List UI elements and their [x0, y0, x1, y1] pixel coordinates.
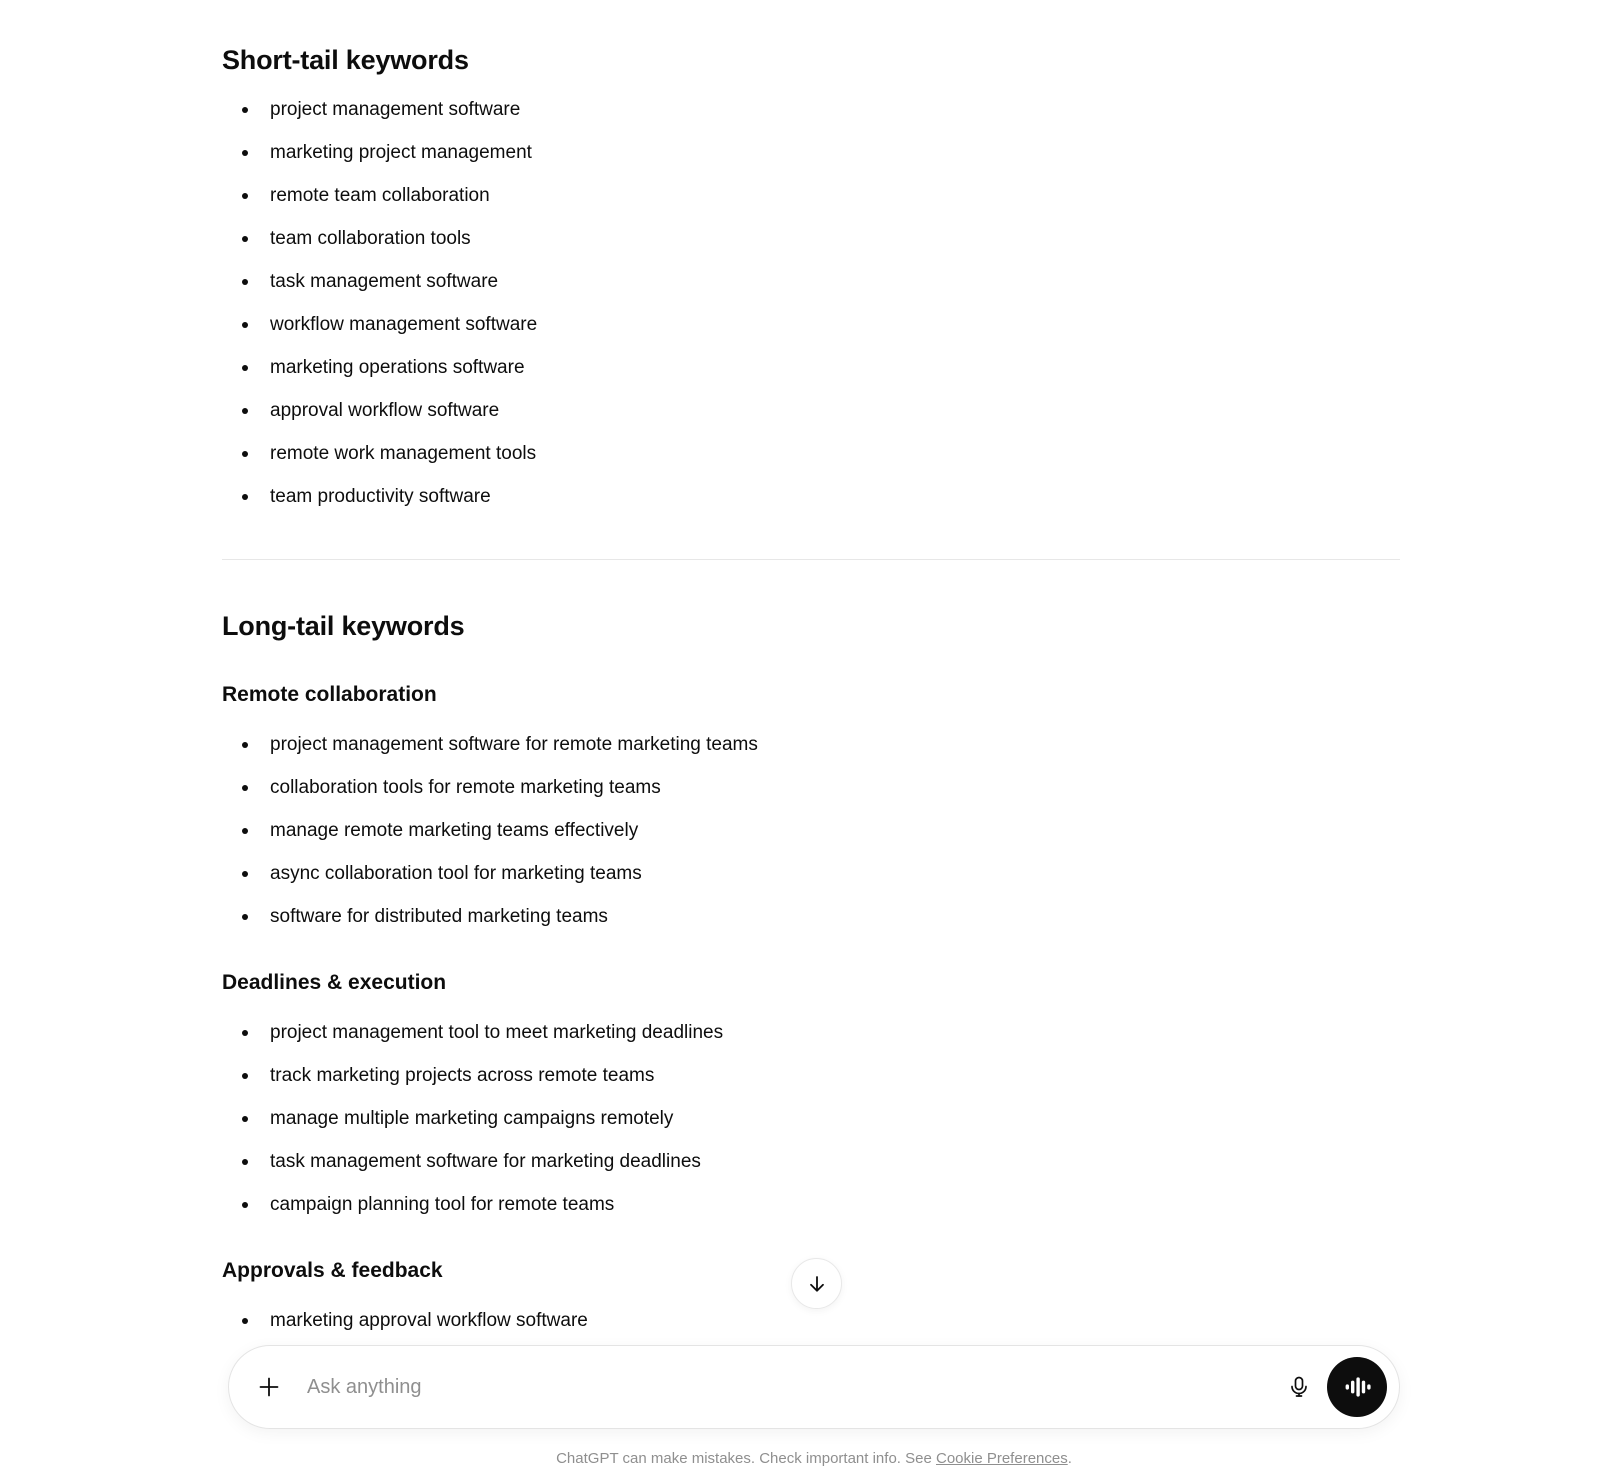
keyword-text: task management software [270, 271, 499, 292]
voice-mode-button[interactable] [1327, 1357, 1387, 1417]
subheading-deadlines-execution: Deadlines & execution [222, 971, 447, 994]
bullet-dot [242, 193, 248, 199]
bullet-dot [242, 871, 248, 877]
disclaimer-text: ChatGPT can make mistakes. Check important info. See [556, 1450, 936, 1467]
keyword-text: campaign planning tool for remote teams [270, 1194, 615, 1215]
list-item [270, 354, 1400, 382]
list-item [270, 1148, 1400, 1176]
attach-button[interactable] [247, 1365, 291, 1409]
keyword-text: marketing project management [270, 142, 532, 163]
keyword-text: team productivity software [270, 486, 491, 507]
section-heading-long-tail: Long-tail keywords [222, 611, 465, 641]
bullet-dot [242, 1202, 248, 1208]
list-item [270, 731, 1400, 759]
bullet-dot [242, 742, 248, 748]
bullet-dot [242, 1318, 248, 1324]
section-heading-short-tail: Short-tail keywords [222, 45, 469, 75]
list-item [270, 483, 1400, 511]
dictate-button[interactable] [1277, 1365, 1321, 1409]
bullet-dot [242, 1073, 248, 1079]
keyword-text: remote team collaboration [270, 185, 490, 206]
list-item [270, 397, 1400, 425]
bullet-dot [242, 236, 248, 242]
keyword-text: project management tool to meet marketing deadlines [270, 1022, 724, 1043]
plus-icon [255, 1373, 283, 1401]
list-item [270, 903, 1400, 931]
bullet-dot [242, 494, 248, 500]
bullet-dot [242, 1030, 248, 1036]
keyword-text: manage remote marketing teams effectively [270, 820, 639, 841]
keyword-text: async collaboration tool for marketing teams [270, 863, 642, 884]
keyword-text: task management software for marketing deadlines [270, 1151, 701, 1172]
list-item [270, 225, 1400, 253]
list-item [270, 311, 1400, 339]
bullet-dot [242, 107, 248, 113]
list-item [270, 817, 1400, 845]
keyword-text: marketing operations software [270, 357, 525, 378]
approvals-feedback-keyword-list [222, 1307, 1400, 1335]
keyword-text: collaboration tools for remote marketing teams [270, 777, 661, 798]
list-item [270, 1019, 1400, 1047]
bullet-dot [242, 1159, 248, 1165]
disclaimer [228, 1448, 1400, 1469]
composer [228, 1345, 1400, 1429]
list-item [270, 774, 1400, 802]
section-divider [222, 559, 1400, 560]
message-input[interactable] [307, 1376, 1277, 1399]
bullet-dot [242, 150, 248, 156]
keyword-text: approval workflow software [270, 400, 500, 421]
keyword-text: marketing approval workflow software [270, 1310, 588, 1331]
bullet-dot [242, 914, 248, 920]
list-item [270, 1307, 1400, 1335]
keyword-text: track marketing projects across remote teams [270, 1065, 655, 1086]
arrow-down-icon [805, 1272, 829, 1296]
bullet-dot [242, 1116, 248, 1122]
list-item [270, 182, 1400, 210]
list-item [270, 440, 1400, 468]
cookie-preferences-link[interactable]: Cookie Preferences [935, 1450, 1068, 1467]
bullet-dot [242, 785, 248, 791]
short-tail-keyword-list [222, 96, 1400, 511]
voice-waveform-icon [1343, 1373, 1371, 1401]
keyword-text: team collaboration tools [270, 228, 471, 249]
keyword-text: workflow management software [270, 314, 538, 335]
microphone-icon [1286, 1374, 1312, 1400]
bullet-dot [242, 451, 248, 457]
list-item [270, 268, 1400, 296]
list-item [270, 860, 1400, 888]
bullet-dot [242, 408, 248, 414]
subheading-remote-collaboration: Remote collaboration [222, 683, 437, 706]
list-item [270, 96, 1400, 124]
list-item [270, 1191, 1400, 1219]
list-item [270, 1062, 1400, 1090]
keyword-text: project management software for remote marketing teams [270, 734, 758, 755]
bullet-dot [242, 365, 248, 371]
disclaimer-period: . [1067, 1450, 1072, 1467]
keyword-text: remote work management tools [270, 443, 537, 464]
list-item [270, 139, 1400, 167]
deadlines-execution-keyword-list [222, 1019, 1400, 1219]
list-item [270, 1105, 1400, 1133]
keyword-text: software for distributed marketing teams [270, 906, 608, 927]
subheading-approvals-feedback: Approvals & feedback [222, 1259, 443, 1282]
bullet-dot [242, 279, 248, 285]
keyword-text: manage multiple marketing campaigns remotely [270, 1108, 674, 1129]
scroll-to-bottom-button[interactable] [791, 1258, 842, 1309]
bullet-dot [242, 828, 248, 834]
keyword-text: project management software [270, 99, 521, 120]
assistant-message [222, 0, 1400, 1350]
remote-collaboration-keyword-list [222, 731, 1400, 931]
bullet-dot [242, 322, 248, 328]
